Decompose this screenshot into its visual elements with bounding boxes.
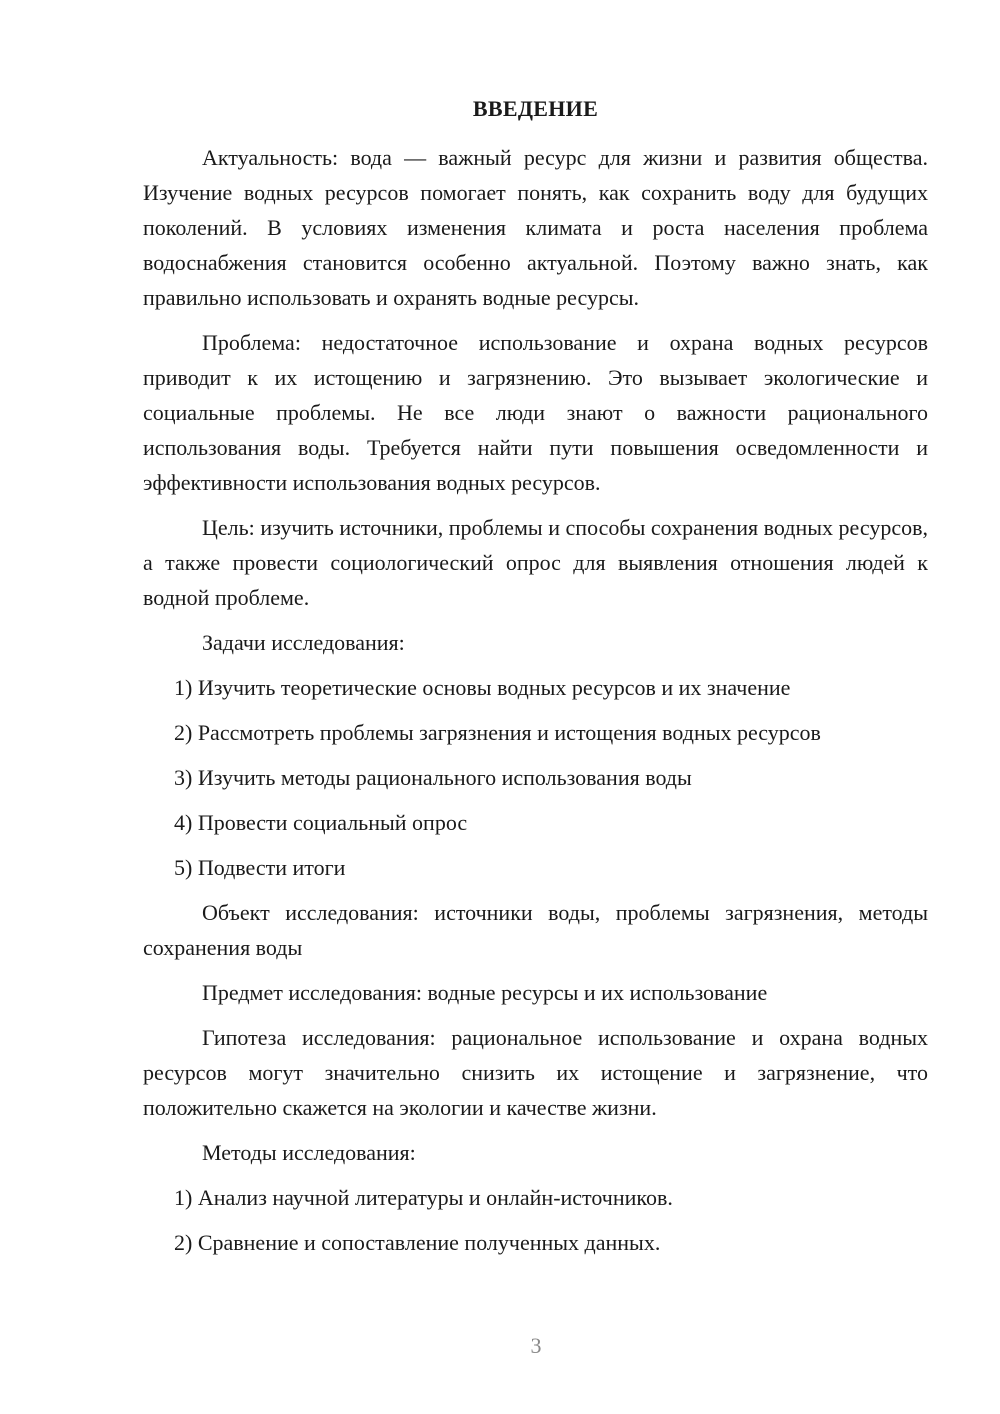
task-item: 4) Провести социальный опрос: [174, 810, 468, 835]
problem-paragraph: Проблема: недостаточное использование и охрана водных ресурсов приводит к их истощению и загрязнению. Это вызывает экологические и социальные проблемы. Не все люди знают о важности рационального использования воды. Требуется найти пути повышения осведомленности и эффективности использования водных ресурсов.: [143, 330, 928, 495]
hypothesis-paragraph: Гипотеза исследования: рациональное использование и охрана водных ресурсов могут значительно снизить их истощение и загрязнение, что положительно скажется на экологии и качестве жизни.: [143, 1025, 928, 1120]
task-item: 2) Рассмотреть проблемы загрязнения и истощения водных ресурсов: [174, 720, 821, 745]
methods-heading: Методы исследования:: [202, 1140, 416, 1165]
task-item: 3) Изучить методы рационального использования воды: [174, 765, 692, 790]
goal-paragraph: Цель: изучить источники, проблемы и способы сохранения водных ресурсов, а также провести социологический опрос для выявления отношения людей к водной проблеме.: [143, 515, 928, 610]
subject-paragraph: Предмет исследования: водные ресурсы и их использование: [202, 980, 768, 1005]
method-item: 2) Сравнение и сопоставление полученных данных.: [174, 1230, 661, 1255]
task-item: 1) Изучить теоретические основы водных ресурсов и их значение: [174, 675, 791, 700]
tasks-heading: Задачи исследования:: [202, 630, 405, 655]
section-title: ВВЕДЕНИЕ: [472, 96, 599, 121]
relevance-paragraph: Актуальность: вода — важный ресурс для жизни и развития общества. Изучение водных ресурсов помогает понять, как сохранить воду для будущих поколений. В условиях изменения климата и роста населения проблема водоснабжения становится особенно актуальной. Поэтому важно знать, как правильно использовать и охранять водные ресурсы.: [143, 145, 928, 310]
task-item: 5) Подвести итоги: [174, 855, 346, 880]
page-content: [143, 94, 928, 1270]
object-paragraph: Объект исследования: источники воды, проблемы загрязнения, методы сохранения воды: [143, 900, 928, 960]
method-item: 1) Анализ научной литературы и онлайн-источников.: [174, 1185, 673, 1210]
page-number: 3: [530, 1333, 542, 1358]
